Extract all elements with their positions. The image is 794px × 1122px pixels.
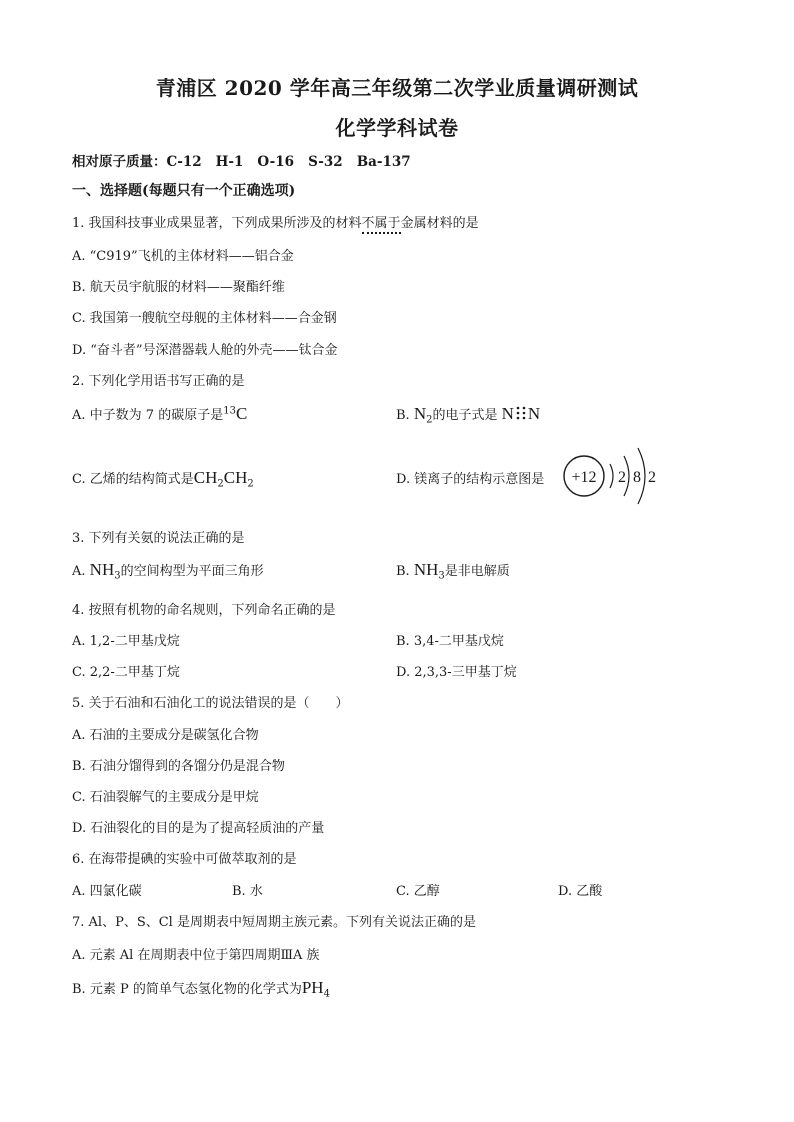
question-2-stem: 2. 下列化学用语书写正确的是 [72, 374, 245, 389]
section-title: 一、选择题(每题只有一个正确选项) [72, 183, 296, 199]
atomic-mass-item: C-12 [166, 154, 202, 170]
question-5-option-a[interactable]: A. 石油的主要成分是碳氢化合物 [72, 728, 259, 743]
question-1-option-d[interactable]: D. “奋斗者”号深潜器载人舱的外壳——钛合金 [72, 343, 338, 358]
question-7-stem: 7. Al、P、S、Cl 是周期表中短周期主族元素。下列有关说法正确的是 [72, 915, 476, 930]
element-symbol: C [235, 404, 248, 423]
question-5-stem: 5. 关于石油和石油化工的说法错误的是（ ） [72, 696, 349, 711]
atomic-mass-item: H-1 [215, 154, 244, 170]
question-3-option-a[interactable]: A. $NH_3$的空间构型为平面三角形 [72, 560, 264, 582]
question-4-option-c[interactable]: C. 2,2-二甲基丁烷 [72, 665, 180, 680]
question-1-option-a[interactable]: A. “C919”飞机的主体材料——铝合金 [72, 249, 294, 264]
electron-formula: N N [501, 404, 541, 423]
subscript: 2 [426, 414, 433, 426]
question-5-option-d[interactable]: D. 石油裂化的目的是为了提高轻质油的产量 [72, 821, 325, 836]
stem-text: 金属材料的是 [400, 216, 479, 231]
question-1-option-b[interactable]: B. 航天员宇航服的材料——聚酯纤维 [72, 280, 285, 295]
question-2-option-c[interactable]: C. 乙烯的结构简式是$CH_2CH_2$ [72, 468, 254, 490]
formula: PH [301, 978, 324, 997]
exam-subtitle: 化学学科试卷 [335, 116, 459, 140]
exam-title: 青浦区 2020 学年高三年级第二次学业质量调研测试 [155, 76, 639, 100]
question-6-option-b[interactable]: B. 水 [232, 884, 263, 899]
option-text: C. 乙烯的结构简式是 [72, 472, 194, 487]
question-5-option-b[interactable]: B. 石油分馏得到的各馏分仍是混合物 [72, 759, 285, 774]
question-6-option-c[interactable]: C. 乙醇 [396, 884, 440, 899]
formula: CH [193, 468, 218, 487]
question-7-option-b[interactable]: B. 元素 P 的简单气态氢化物的化学式为$PH_4$ [72, 978, 330, 1000]
question-7-option-a[interactable]: A. 元素 Al 在周期表中位于第四周期ⅢA 族 [72, 948, 320, 963]
option-text: 的电子式是 [432, 408, 498, 423]
atomic-masses [72, 150, 425, 170]
triple-bond-dots-icon [514, 405, 528, 421]
option-text: B. 元素 P 的简单气态氢化物的化学式为 [72, 982, 302, 997]
question-4-option-b[interactable]: B. 3,4-二甲基戊烷 [396, 634, 504, 649]
atomic-mass-item: O-16 [257, 154, 295, 170]
question-2-option-a[interactable] [72, 404, 247, 424]
option-text: 是非电解质 [444, 564, 510, 579]
atomic-masses-label: 相对原子质量： [72, 154, 167, 170]
option-letter: B. [396, 408, 410, 423]
question-2-option-b[interactable] [396, 404, 540, 426]
formula: NH [89, 560, 115, 579]
mass-number: 13 [223, 405, 236, 417]
shell-electrons: 2 [648, 469, 656, 486]
formula: CH [223, 468, 248, 487]
emphasis-text: 不属于 [362, 216, 401, 234]
shell-arc [610, 464, 613, 488]
question-2-option-d[interactable] [396, 468, 544, 487]
nucleus-charge: +12 [571, 469, 597, 486]
question-5-option-c[interactable]: C. 石油裂解气的主要成分是甲烷 [72, 790, 259, 805]
question-1-stem [72, 212, 479, 231]
question-4-option-d[interactable]: D. 2,3,3-三甲基丁烷 [396, 665, 517, 680]
question-6-option-a[interactable]: A. 四氯化碳 [72, 884, 142, 899]
shell-electrons: 8 [633, 469, 641, 486]
atomic-mass-item: S-32 [308, 154, 343, 170]
magnesium-ion-diagram [558, 438, 668, 514]
question-6-stem: 6. 在海带提碘的实验中可做萃取剂的是 [72, 852, 297, 867]
formula: N [413, 404, 427, 423]
option-text: 的空间构型为平面三角形 [120, 564, 264, 579]
question-3-stem: 3. 下列有关氨的说法正确的是 [72, 531, 245, 546]
stem-text: 1. 我国科技事业成果显著，下列成果所涉及的材料 [72, 216, 362, 231]
question-4-option-a[interactable]: A. 1,2-二甲基戊烷 [72, 634, 180, 649]
question-4-stem: 4. 按照有机物的命名规则，下列命名正确的是 [72, 603, 336, 618]
option-text: D. 镁离子的结构示意图是 [396, 472, 545, 487]
question-1-option-c[interactable]: C. 我国第一艘航空母舰的主体材料——合金钢 [72, 311, 337, 326]
question-6-option-d[interactable]: D. 乙酸 [558, 884, 603, 899]
formula: NH [413, 560, 439, 579]
question-3-option-b[interactable]: B. $NH_3$是非电解质 [396, 560, 510, 582]
shell-electrons: 2 [618, 469, 626, 486]
atomic-mass-item: Ba-137 [356, 154, 411, 170]
option-text: A. 中子数为 7 的碳原子是 [72, 408, 224, 423]
